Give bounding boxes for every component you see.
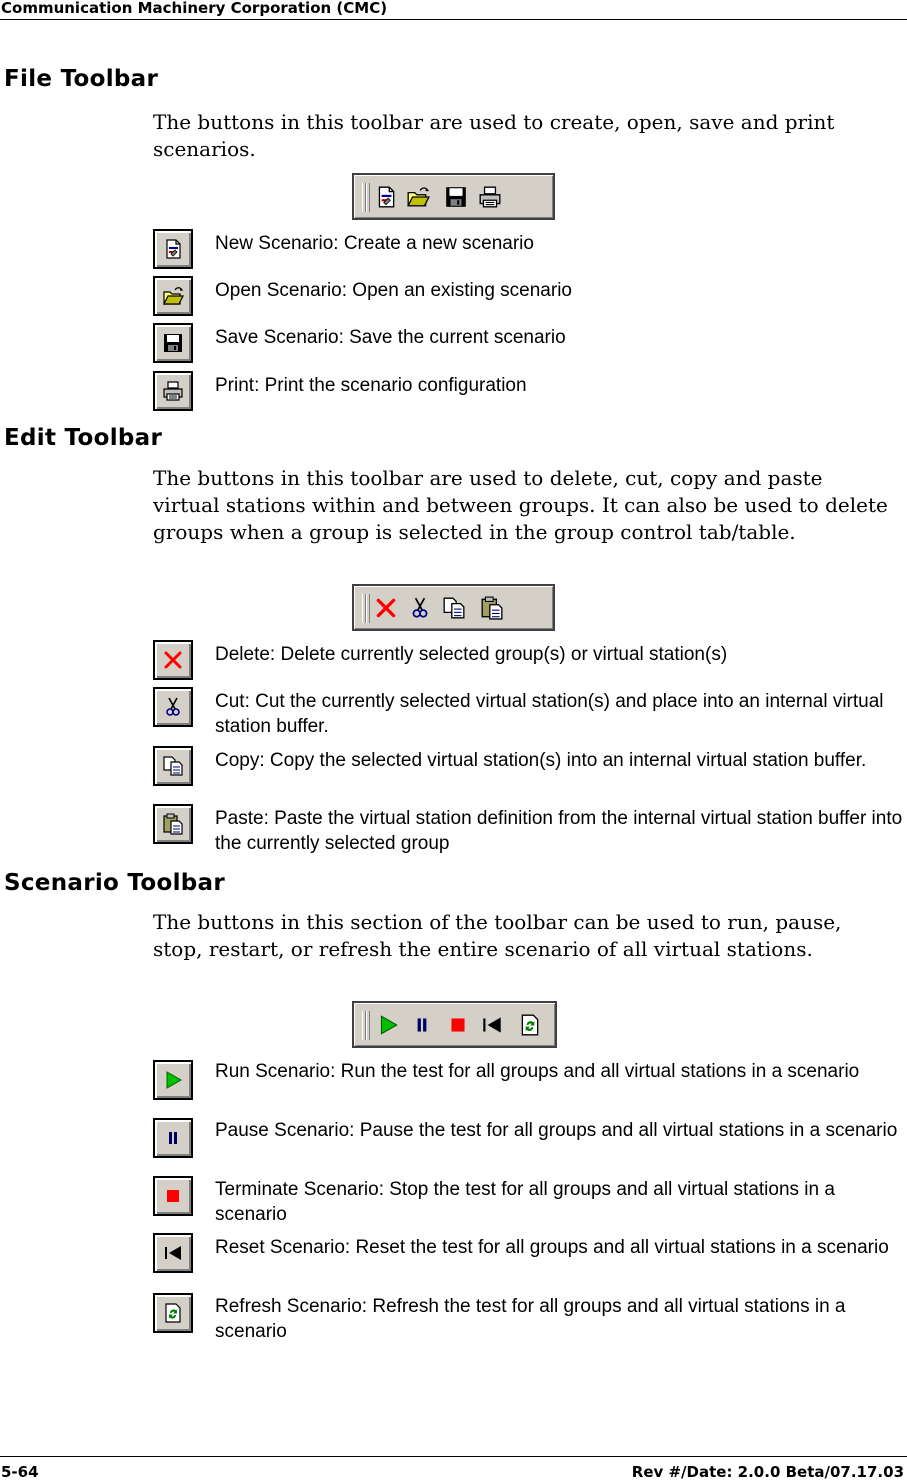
file-toolbar-intro: The buttons in this toolbar are used to create, open, save and print scenarios. [153, 110, 835, 161]
print-button[interactable] [153, 371, 193, 411]
printer-icon [162, 380, 184, 402]
delete-x-icon [162, 649, 184, 671]
refresh-icon[interactable] [518, 1013, 542, 1037]
terminate-scenario-button[interactable] [153, 1176, 193, 1216]
new-scenario-description: New Scenario: Create a new scenario [215, 233, 534, 254]
scissors-icon[interactable] [408, 596, 432, 620]
refresh-scenario-button[interactable] [153, 1293, 193, 1333]
print-description: Print: Print the scenario configuration [215, 375, 527, 396]
file-toolbar-heading: File Toolbar [4, 66, 159, 92]
new-scenario-icon [162, 238, 184, 260]
stop-icon [162, 1185, 184, 1207]
run-scenario-description: Run Scenario: Run the test for all groups and all virtual stations in a scenario [215, 1061, 860, 1082]
reset-scenario-description: Reset Scenario: Reset the test for all groups and all virtual stations in a scenario [215, 1237, 889, 1258]
edit-toolbar-intro: The buttons in this toolbar are used to delete, cut, copy and paste virtual stations within and between groups. It can also be used to delete groups when a group is selected in the group control tab/table. [153, 466, 888, 544]
open-folder-icon[interactable] [406, 185, 430, 209]
pause-scenario-button[interactable] [153, 1118, 193, 1158]
open-scenario-description: Open Scenario: Open an existing scenario [215, 280, 572, 301]
play-icon[interactable] [376, 1013, 400, 1037]
pause-icon [162, 1127, 184, 1149]
save-disk-icon [162, 332, 184, 354]
new-scenario-icon[interactable] [374, 185, 398, 209]
header-title: Communication Machinery Corporation (CMC) [1, 0, 388, 17]
refresh-scenario-description: Refresh Scenario: Refresh the test for all groups and all virtual stations in a scenario [215, 1296, 846, 1342]
save-disk-icon[interactable] [444, 185, 468, 209]
copy-icon[interactable] [442, 596, 466, 620]
delete-description: Delete: Delete currently selected group(s) or virtual station(s) [215, 644, 728, 665]
page-number: 5-64 [1, 1463, 39, 1481]
scenario-toolbar-heading: Scenario Toolbar [4, 870, 225, 896]
printer-icon[interactable] [478, 185, 502, 209]
copy-button[interactable] [153, 746, 193, 786]
refresh-icon [162, 1302, 184, 1324]
scenario-toolbar-intro: The buttons in this section of the toolbar can be used to run, pause, stop, restart, or refresh the entire scenario of all virtual stations. [153, 910, 842, 961]
open-folder-icon [162, 285, 184, 307]
delete-x-icon[interactable] [374, 596, 398, 620]
toolbar-grip[interactable] [362, 183, 370, 212]
revision-info: Rev #/Date: 2.0.0 Beta/07.17.03 [631, 1463, 904, 1481]
paste-icon[interactable] [480, 596, 504, 620]
cut-button[interactable] [153, 687, 193, 727]
cut-description: Cut: Cut the currently selected virtual station(s) and place into an internal virtual station buffer. [215, 691, 884, 737]
pause-icon[interactable] [410, 1013, 434, 1037]
toolbar-grip[interactable] [362, 594, 370, 623]
copy-description: Copy: Copy the selected virtual station(s) into an internal virtual station buffer. [215, 750, 867, 771]
scissors-icon [162, 696, 184, 718]
reset-scenario-button[interactable] [153, 1233, 193, 1273]
copy-icon [162, 755, 184, 777]
play-icon [162, 1069, 184, 1091]
edit-toolbar [352, 584, 555, 631]
terminate-scenario-description: Terminate Scenario: Stop the test for all groups and all virtual stations in a scenario [215, 1179, 835, 1225]
file-toolbar [352, 173, 555, 220]
scenario-toolbar [352, 1001, 557, 1048]
new-scenario-button[interactable] [153, 229, 193, 269]
paste-description: Paste: Paste the virtual station definition from the internal virtual station buffer into the currently selected group [215, 808, 903, 854]
rewind-icon[interactable] [480, 1013, 504, 1037]
stop-icon[interactable] [446, 1013, 470, 1037]
run-scenario-button[interactable] [153, 1060, 193, 1100]
delete-button[interactable] [153, 640, 193, 680]
edit-toolbar-heading: Edit Toolbar [4, 425, 163, 451]
paste-button[interactable] [153, 804, 193, 844]
footer-divider [0, 1456, 907, 1457]
toolbar-grip[interactable] [362, 1011, 370, 1040]
page-header [0, 0, 907, 20]
rewind-icon [162, 1242, 184, 1264]
save-scenario-description: Save Scenario: Save the current scenario [215, 327, 566, 348]
save-scenario-button[interactable] [153, 323, 193, 363]
paste-icon [162, 813, 184, 835]
open-scenario-button[interactable] [153, 276, 193, 316]
pause-scenario-description: Pause Scenario: Pause the test for all groups and all virtual stations in a scenario [215, 1120, 898, 1141]
